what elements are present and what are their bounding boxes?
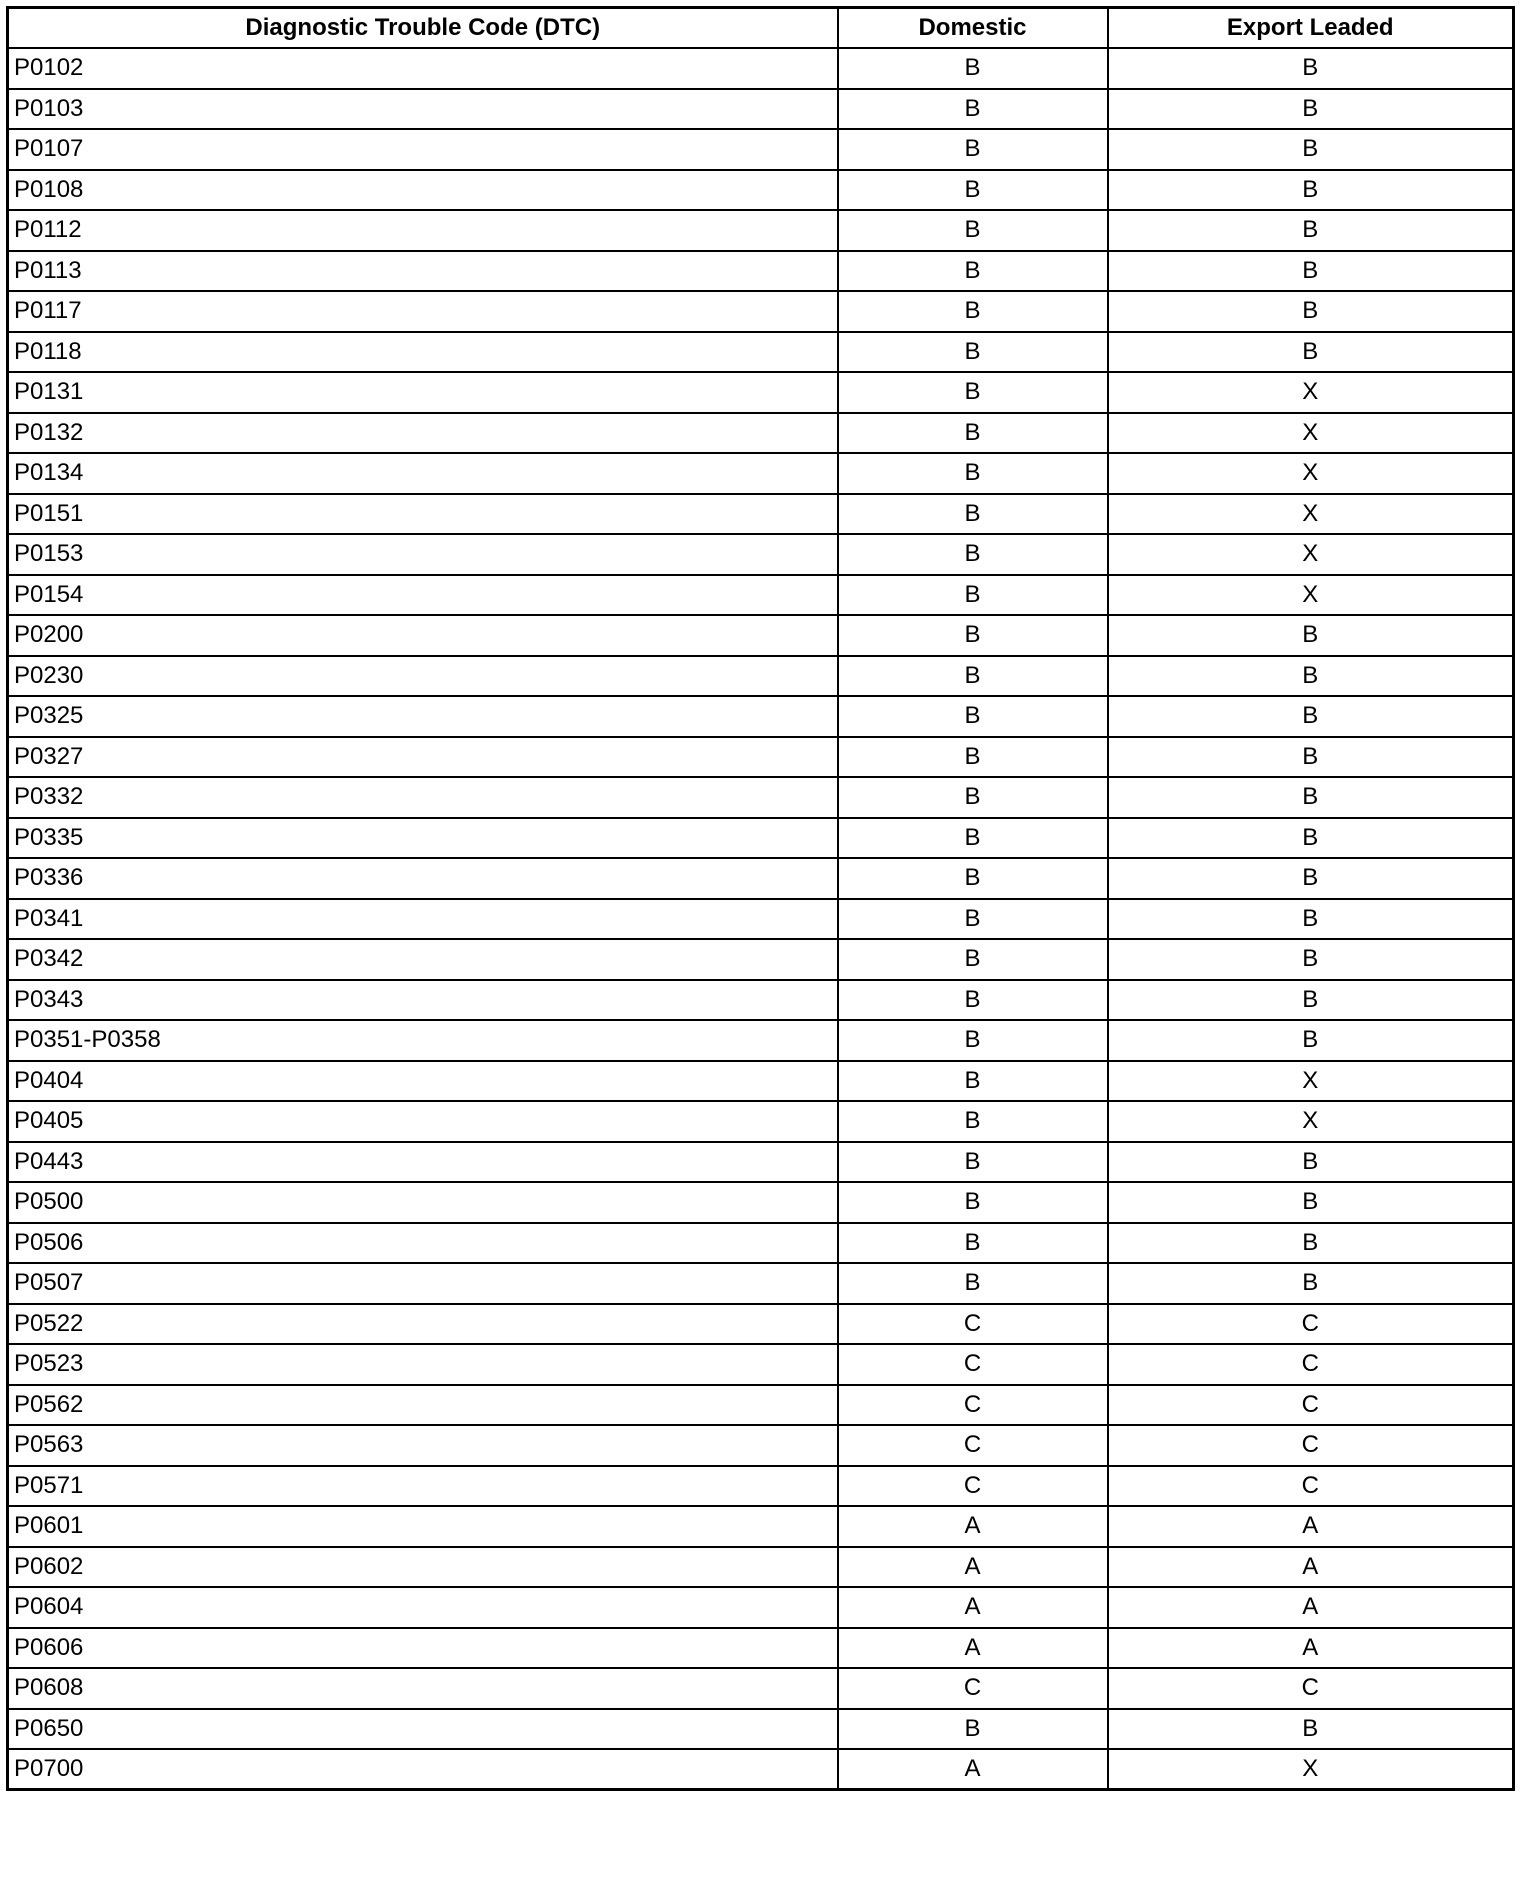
table-row <box>8 1466 1514 1507</box>
export-leaded-cell: X <box>1108 413 1514 454</box>
domestic-cell: B <box>838 372 1108 413</box>
export-leaded-cell: C <box>1108 1304 1514 1345</box>
domestic-cell: B <box>838 1263 1108 1304</box>
export-leaded-cell: C <box>1108 1425 1514 1466</box>
domestic-cell: A <box>838 1587 1108 1628</box>
domestic-cell: B <box>838 494 1108 535</box>
dtc-code-cell: P0112 <box>8 210 838 251</box>
dtc-code-cell: P0506 <box>8 1223 838 1264</box>
export-leaded-cell: A <box>1108 1587 1514 1628</box>
header-dtc: Diagnostic Trouble Code (DTC) <box>8 8 838 49</box>
table-row <box>8 858 1514 899</box>
dtc-code-cell: P0102 <box>8 48 838 89</box>
export-leaded-cell: B <box>1108 1182 1514 1223</box>
dtc-code-cell: P0327 <box>8 737 838 778</box>
dtc-code-cell: P0342 <box>8 939 838 980</box>
table-row <box>8 89 1514 130</box>
export-leaded-cell: A <box>1108 1547 1514 1588</box>
table-row <box>8 615 1514 656</box>
table-row <box>8 1061 1514 1102</box>
domestic-cell: B <box>838 1020 1108 1061</box>
table-row <box>8 534 1514 575</box>
domestic-cell: C <box>838 1466 1108 1507</box>
domestic-cell: B <box>838 777 1108 818</box>
domestic-cell: A <box>838 1749 1108 1790</box>
dtc-code-cell: P0336 <box>8 858 838 899</box>
table-row <box>8 737 1514 778</box>
domestic-cell: B <box>838 251 1108 292</box>
dtc-code-cell: P0343 <box>8 980 838 1021</box>
export-leaded-cell: B <box>1108 737 1514 778</box>
table-row <box>8 777 1514 818</box>
domestic-cell: B <box>838 534 1108 575</box>
export-leaded-cell: A <box>1108 1506 1514 1547</box>
export-leaded-cell: B <box>1108 1263 1514 1304</box>
dtc-code-cell: P0107 <box>8 129 838 170</box>
domestic-cell: B <box>838 899 1108 940</box>
export-leaded-cell: X <box>1108 1749 1514 1790</box>
export-leaded-cell: B <box>1108 332 1514 373</box>
table-row <box>8 494 1514 535</box>
dtc-code-cell: P0700 <box>8 1749 838 1790</box>
domestic-cell: C <box>838 1304 1108 1345</box>
export-leaded-cell: C <box>1108 1466 1514 1507</box>
dtc-code-cell: P0153 <box>8 534 838 575</box>
dtc-code-cell: P0562 <box>8 1385 838 1426</box>
dtc-code-cell: P0131 <box>8 372 838 413</box>
domestic-cell: B <box>838 291 1108 332</box>
domestic-cell: B <box>838 413 1108 454</box>
dtc-code-cell: P0405 <box>8 1101 838 1142</box>
domestic-cell: C <box>838 1385 1108 1426</box>
dtc-code-cell: P0113 <box>8 251 838 292</box>
dtc-code-cell: P0523 <box>8 1344 838 1385</box>
export-leaded-cell: B <box>1108 696 1514 737</box>
dtc-code-cell: P0606 <box>8 1628 838 1669</box>
dtc-code-cell: P0132 <box>8 413 838 454</box>
dtc-code-cell: P0601 <box>8 1506 838 1547</box>
table-row <box>8 1709 1514 1750</box>
dtc-code-cell: P0108 <box>8 170 838 211</box>
table-row <box>8 48 1514 89</box>
dtc-code-cell: P0118 <box>8 332 838 373</box>
export-leaded-cell: B <box>1108 858 1514 899</box>
export-leaded-cell: B <box>1108 89 1514 130</box>
export-leaded-cell: B <box>1108 129 1514 170</box>
dtc-code-cell: P0522 <box>8 1304 838 1345</box>
domestic-cell: C <box>838 1668 1108 1709</box>
export-leaded-cell: A <box>1108 1628 1514 1669</box>
header-domestic: Domestic <box>838 8 1108 49</box>
domestic-cell: B <box>838 1101 1108 1142</box>
table-row <box>8 656 1514 697</box>
table-row <box>8 818 1514 859</box>
domestic-cell: B <box>838 1223 1108 1264</box>
dtc-code-cell: P0604 <box>8 1587 838 1628</box>
dtc-code-cell: P0404 <box>8 1061 838 1102</box>
dtc-code-cell: P0332 <box>8 777 838 818</box>
dtc-code-cell: P0351-P0358 <box>8 1020 838 1061</box>
dtc-code-cell: P0151 <box>8 494 838 535</box>
dtc-code-cell: P0341 <box>8 899 838 940</box>
dtc-code-cell: P0443 <box>8 1142 838 1183</box>
export-leaded-cell: X <box>1108 372 1514 413</box>
domestic-cell: A <box>838 1506 1108 1547</box>
table-row <box>8 1587 1514 1628</box>
table-row <box>8 1668 1514 1709</box>
domestic-cell: B <box>838 332 1108 373</box>
domestic-cell: A <box>838 1547 1108 1588</box>
dtc-code-cell: P0563 <box>8 1425 838 1466</box>
export-leaded-cell: B <box>1108 210 1514 251</box>
export-leaded-cell: B <box>1108 939 1514 980</box>
table-row <box>8 899 1514 940</box>
domestic-cell: B <box>838 1061 1108 1102</box>
table-row <box>8 1749 1514 1790</box>
domestic-cell: B <box>838 210 1108 251</box>
export-leaded-cell: X <box>1108 534 1514 575</box>
table-row <box>8 1344 1514 1385</box>
header-row <box>8 8 1514 49</box>
domestic-cell: B <box>838 656 1108 697</box>
export-leaded-cell: B <box>1108 1709 1514 1750</box>
export-leaded-cell: X <box>1108 1061 1514 1102</box>
table-row <box>8 939 1514 980</box>
dtc-code-cell: P0230 <box>8 656 838 697</box>
dtc-code-cell: P0154 <box>8 575 838 616</box>
export-leaded-cell: X <box>1108 453 1514 494</box>
dtc-code-cell: P0650 <box>8 1709 838 1750</box>
domestic-cell: B <box>838 1142 1108 1183</box>
table-header <box>8 8 1514 49</box>
domestic-cell: B <box>838 89 1108 130</box>
table-row <box>8 332 1514 373</box>
domestic-cell: B <box>838 818 1108 859</box>
table-row <box>8 1547 1514 1588</box>
domestic-cell: B <box>838 939 1108 980</box>
table-row <box>8 1628 1514 1669</box>
export-leaded-cell: B <box>1108 291 1514 332</box>
domestic-cell: B <box>838 696 1108 737</box>
table-row <box>8 1425 1514 1466</box>
domestic-cell: C <box>838 1344 1108 1385</box>
table-row <box>8 413 1514 454</box>
export-leaded-cell: B <box>1108 251 1514 292</box>
domestic-cell: B <box>838 858 1108 899</box>
domestic-cell: B <box>838 615 1108 656</box>
table-row <box>8 980 1514 1021</box>
table-row <box>8 1182 1514 1223</box>
export-leaded-cell: B <box>1108 170 1514 211</box>
dtc-table <box>6 6 1515 1791</box>
table-body <box>8 48 1514 1790</box>
dtc-code-cell: P0507 <box>8 1263 838 1304</box>
domestic-cell: B <box>838 48 1108 89</box>
dtc-code-cell: P0602 <box>8 1547 838 1588</box>
dtc-code-cell: P0103 <box>8 89 838 130</box>
domestic-cell: B <box>838 453 1108 494</box>
export-leaded-cell: B <box>1108 656 1514 697</box>
export-leaded-cell: B <box>1108 777 1514 818</box>
table-row <box>8 1304 1514 1345</box>
domestic-cell: A <box>838 1628 1108 1669</box>
domestic-cell: C <box>838 1425 1108 1466</box>
domestic-cell: B <box>838 1709 1108 1750</box>
domestic-cell: B <box>838 737 1108 778</box>
table-row <box>8 1142 1514 1183</box>
export-leaded-cell: C <box>1108 1385 1514 1426</box>
export-leaded-cell: B <box>1108 1223 1514 1264</box>
dtc-code-cell: P0335 <box>8 818 838 859</box>
table-row <box>8 170 1514 211</box>
table-row <box>8 291 1514 332</box>
export-leaded-cell: B <box>1108 615 1514 656</box>
domestic-cell: B <box>838 575 1108 616</box>
dtc-code-cell: P0117 <box>8 291 838 332</box>
table-row <box>8 372 1514 413</box>
dtc-code-cell: P0500 <box>8 1182 838 1223</box>
dtc-code-cell: P0134 <box>8 453 838 494</box>
export-leaded-cell: X <box>1108 1101 1514 1142</box>
export-leaded-cell: B <box>1108 899 1514 940</box>
dtc-code-cell: P0571 <box>8 1466 838 1507</box>
domestic-cell: B <box>838 129 1108 170</box>
export-leaded-cell: B <box>1108 980 1514 1021</box>
table-row <box>8 210 1514 251</box>
table-row <box>8 1223 1514 1264</box>
domestic-cell: B <box>838 980 1108 1021</box>
export-leaded-cell: B <box>1108 1142 1514 1183</box>
dtc-code-cell: P0200 <box>8 615 838 656</box>
table-row <box>8 1506 1514 1547</box>
export-leaded-cell: B <box>1108 818 1514 859</box>
table-row <box>8 696 1514 737</box>
domestic-cell: B <box>838 1182 1108 1223</box>
table-row <box>8 1101 1514 1142</box>
dtc-code-cell: P0325 <box>8 696 838 737</box>
table-row <box>8 129 1514 170</box>
table-row <box>8 453 1514 494</box>
export-leaded-cell: X <box>1108 575 1514 616</box>
dtc-code-cell: P0608 <box>8 1668 838 1709</box>
table-row <box>8 251 1514 292</box>
export-leaded-cell: B <box>1108 48 1514 89</box>
table-row <box>8 1385 1514 1426</box>
export-leaded-cell: B <box>1108 1020 1514 1061</box>
table-row <box>8 1020 1514 1061</box>
export-leaded-cell: X <box>1108 494 1514 535</box>
table-row <box>8 575 1514 616</box>
domestic-cell: B <box>838 170 1108 211</box>
export-leaded-cell: C <box>1108 1344 1514 1385</box>
table-row <box>8 1263 1514 1304</box>
export-leaded-cell: C <box>1108 1668 1514 1709</box>
header-export-leaded: Export Leaded <box>1108 8 1514 49</box>
